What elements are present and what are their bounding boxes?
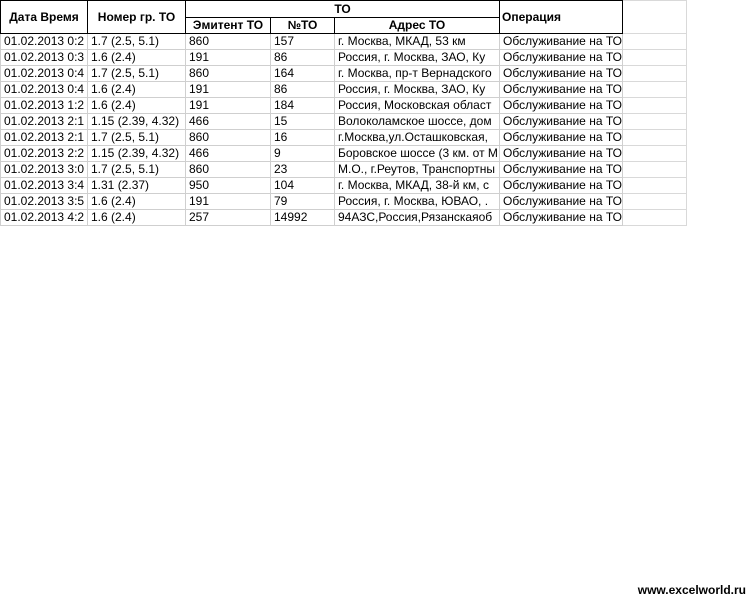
- cell-address[interactable]: 94АЗС,Россия,Рязанскаяоб: [335, 210, 500, 226]
- cell-group-number[interactable]: 1.6 (2.4): [88, 194, 186, 210]
- header-group-number[interactable]: Номер гр. ТО: [88, 1, 186, 34]
- empty-cell[interactable]: [622, 98, 686, 114]
- cell-operation[interactable]: Обслуживание на ТО: [500, 194, 623, 210]
- cell-address[interactable]: г. Москва, пр-т Вернадского: [335, 66, 500, 82]
- cell-group-number[interactable]: 1.6 (2.4): [88, 82, 186, 98]
- cell-emitent[interactable]: 860: [186, 34, 271, 50]
- cell-address[interactable]: г.Москва,ул.Осташковская,: [335, 130, 500, 146]
- cell-to-number[interactable]: 15: [271, 114, 335, 130]
- cell-group-number[interactable]: 1.7 (2.5, 5.1): [88, 66, 186, 82]
- cell-date-time[interactable]: 01.02.2013 0:2: [1, 34, 88, 50]
- cell-date-time[interactable]: 01.02.2013 3:4: [1, 178, 88, 194]
- cell-address[interactable]: Россия, г. Москва, ЗАО, Ку: [335, 82, 500, 98]
- header-date-time[interactable]: Дата Время: [1, 1, 88, 34]
- cell-date-time[interactable]: 01.02.2013 0:4: [1, 66, 88, 82]
- empty-cell[interactable]: [622, 194, 686, 210]
- table-row: [1, 114, 687, 130]
- cell-date-time[interactable]: 01.02.2013 3:0: [1, 162, 88, 178]
- cell-group-number[interactable]: 1.7 (2.5, 5.1): [88, 162, 186, 178]
- cell-address[interactable]: Боровское шоссе (3 км. от М: [335, 146, 500, 162]
- cell-emitent[interactable]: 860: [186, 162, 271, 178]
- cell-operation[interactable]: Обслуживание на ТО: [500, 146, 623, 162]
- table-row: [1, 146, 687, 162]
- empty-cell[interactable]: [622, 178, 686, 194]
- cell-emitent[interactable]: 950: [186, 178, 271, 194]
- cell-emitent[interactable]: 466: [186, 114, 271, 130]
- cell-operation[interactable]: Обслуживание на ТО: [500, 210, 623, 226]
- cell-to-number[interactable]: 9: [271, 146, 335, 162]
- table-row: [1, 210, 687, 226]
- cell-emitent[interactable]: 191: [186, 50, 271, 66]
- cell-to-number[interactable]: 14992: [271, 210, 335, 226]
- cell-date-time[interactable]: 01.02.2013 3:5: [1, 194, 88, 210]
- table-row: [1, 34, 687, 50]
- cell-group-number[interactable]: 1.6 (2.4): [88, 98, 186, 114]
- cell-emitent[interactable]: 191: [186, 194, 271, 210]
- header-to-number[interactable]: №ТО: [271, 18, 335, 34]
- header-to-group[interactable]: ТО: [186, 1, 500, 18]
- table-row: [1, 194, 687, 210]
- cell-address[interactable]: Волоколамское шоссе, дом: [335, 114, 500, 130]
- table-row: [1, 82, 687, 98]
- cell-operation[interactable]: Обслуживание на ТО: [500, 98, 623, 114]
- empty-cell[interactable]: [622, 82, 686, 98]
- cell-address[interactable]: г. Москва, МКАД, 53 км: [335, 34, 500, 50]
- header-emitent[interactable]: Эмитент ТО: [186, 18, 271, 34]
- cell-group-number[interactable]: 1.7 (2.5, 5.1): [88, 34, 186, 50]
- table-row: [1, 50, 687, 66]
- table-row: [1, 130, 687, 146]
- cell-to-number[interactable]: 79: [271, 194, 335, 210]
- cell-to-number[interactable]: 157: [271, 34, 335, 50]
- cell-emitent[interactable]: 860: [186, 66, 271, 82]
- cell-to-number[interactable]: 23: [271, 162, 335, 178]
- table-row: [1, 178, 687, 194]
- cell-address[interactable]: г. Москва, МКАД, 38-й км, с: [335, 178, 500, 194]
- cell-operation[interactable]: Обслуживание на ТО: [500, 82, 623, 98]
- cell-date-time[interactable]: 01.02.2013 1:2: [1, 98, 88, 114]
- cell-date-time[interactable]: 01.02.2013 4:2: [1, 210, 88, 226]
- empty-cell[interactable]: [622, 114, 686, 130]
- cell-date-time[interactable]: 01.02.2013 2:2: [1, 146, 88, 162]
- cell-operation[interactable]: Обслуживание на ТО: [500, 34, 623, 50]
- cell-emitent[interactable]: 860: [186, 130, 271, 146]
- watermark-text: www.excelworld.ru: [637, 583, 746, 597]
- cell-group-number[interactable]: 1.6 (2.4): [88, 210, 186, 226]
- cell-to-number[interactable]: 104: [271, 178, 335, 194]
- cell-operation[interactable]: Обслуживание на ТО: [500, 66, 623, 82]
- table-row: [1, 162, 687, 178]
- cell-group-number[interactable]: 1.15 (2.39, 4.32): [88, 146, 186, 162]
- header-operation[interactable]: Операция: [500, 1, 623, 34]
- cell-to-number[interactable]: 16: [271, 130, 335, 146]
- cell-group-number[interactable]: 1.6 (2.4): [88, 50, 186, 66]
- cell-group-number[interactable]: 1.31 (2.37): [88, 178, 186, 194]
- cell-date-time[interactable]: 01.02.2013 2:1: [1, 114, 88, 130]
- cell-to-number[interactable]: 184: [271, 98, 335, 114]
- cell-group-number[interactable]: 1.7 (2.5, 5.1): [88, 130, 186, 146]
- cell-address[interactable]: М.О., г.Реутов, Транспортны: [335, 162, 500, 178]
- empty-cell[interactable]: [622, 210, 686, 226]
- cell-emitent[interactable]: 191: [186, 98, 271, 114]
- cell-operation[interactable]: Обслуживание на ТО: [500, 50, 623, 66]
- empty-cell[interactable]: [622, 50, 686, 66]
- spreadsheet-table: [0, 0, 687, 226]
- cell-operation[interactable]: Обслуживание на ТО: [500, 162, 623, 178]
- table-body: [1, 34, 687, 226]
- cell-date-time[interactable]: 01.02.2013 0:4: [1, 82, 88, 98]
- empty-cell[interactable]: [622, 162, 686, 178]
- cell-emitent[interactable]: 257: [186, 210, 271, 226]
- cell-to-number[interactable]: 86: [271, 50, 335, 66]
- empty-cell[interactable]: [622, 66, 686, 82]
- cell-date-time[interactable]: 01.02.2013 2:1: [1, 130, 88, 146]
- table-row: [1, 66, 687, 82]
- cell-address[interactable]: Россия, Московская област: [335, 98, 500, 114]
- cell-date-time[interactable]: 01.02.2013 0:3: [1, 50, 88, 66]
- cell-to-number[interactable]: 86: [271, 82, 335, 98]
- cell-operation[interactable]: Обслуживание на ТО: [500, 130, 623, 146]
- cell-to-number[interactable]: 164: [271, 66, 335, 82]
- empty-cell[interactable]: [622, 34, 686, 50]
- cell-operation[interactable]: Обслуживание на ТО: [500, 178, 623, 194]
- cell-group-number[interactable]: 1.15 (2.39, 4.32): [88, 114, 186, 130]
- cell-address[interactable]: Россия, г. Москва, ЮВАО, .: [335, 194, 500, 210]
- cell-emitent[interactable]: 466: [186, 146, 271, 162]
- cell-emitent[interactable]: 191: [186, 82, 271, 98]
- table-row: [1, 98, 687, 114]
- cell-operation[interactable]: Обслуживание на ТО: [500, 114, 623, 130]
- cell-address[interactable]: Россия, г. Москва, ЗАО, Ку: [335, 50, 500, 66]
- header-address[interactable]: Адрес ТО: [335, 18, 500, 34]
- empty-cell[interactable]: [622, 146, 686, 162]
- empty-cell[interactable]: [622, 1, 686, 34]
- empty-cell[interactable]: [622, 130, 686, 146]
